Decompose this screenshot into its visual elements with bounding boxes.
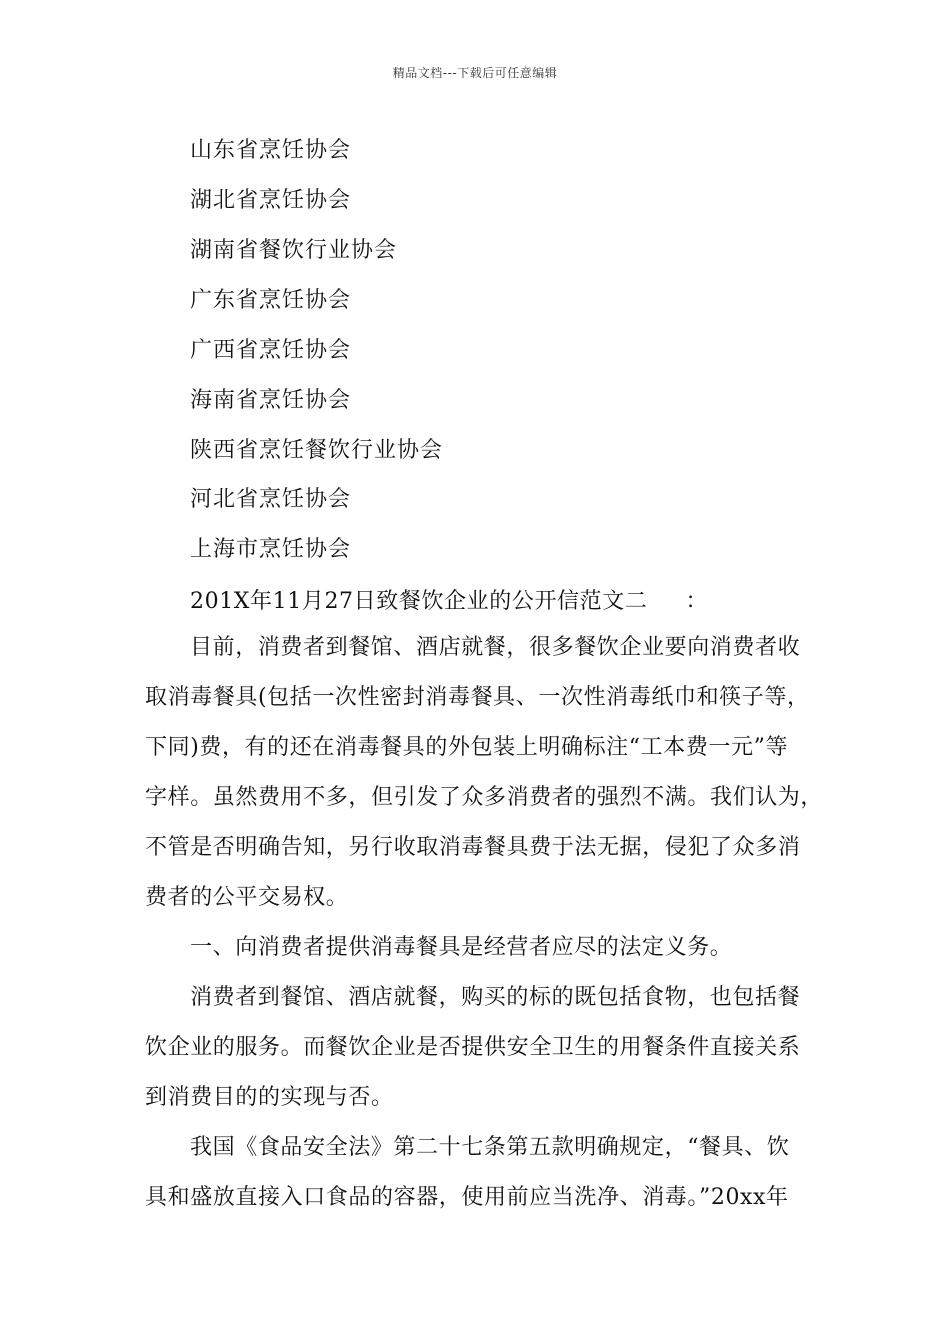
org-line: 山东省烹饪协会 xyxy=(190,138,352,163)
text-line: 下同)费，有的还在消毒餐具的外包装上明确标注“工本费一元”等 xyxy=(145,735,789,760)
org-line: 海南省烹饪协会 xyxy=(190,388,352,413)
paragraph-2 xyxy=(145,923,813,973)
text-line: 消费者到餐馆、酒店就餐，购买的标的既包括食物，也包括餐 xyxy=(190,985,801,1010)
text-line: 字样。虽然费用不多，但引发了众多消费者的强烈不满。我们认为， xyxy=(145,785,824,810)
org-line: 广东省烹饪协会 xyxy=(190,288,352,313)
org-line: 上海市烹饪协会 xyxy=(190,537,352,562)
letter-title-colon: ： xyxy=(685,589,709,614)
letter-title xyxy=(190,588,708,616)
org-line: 湖北省烹饪协会 xyxy=(190,188,352,213)
letter-title-text: 201X年11月27日致餐饮企业的公开信范文二 xyxy=(190,589,648,614)
text-line: 具和盛放直接入口食品的容器，使用前应当洗净、消毒。”20xx年 xyxy=(145,1185,789,1210)
paragraph-4 xyxy=(145,1123,813,1223)
paragraph-1 xyxy=(145,623,824,923)
org-line: 湖南省餐饮行业协会 xyxy=(190,238,398,263)
org-line: 河北省烹饪协会 xyxy=(190,487,352,512)
section-heading: 一、向消费者提供消毒餐具是经营者应尽的法定义务。 xyxy=(190,935,733,960)
text-line: 费者的公平交易权。 xyxy=(145,885,349,910)
org-line: 陕西省烹饪餐饮行业协会 xyxy=(190,438,444,463)
text-line: 取消毒餐具(包括一次性密封消毒餐具、一次性消毒纸巾和筷子等， xyxy=(145,685,810,710)
text-line: 我国《食品安全法》第二十七条第五款明确规定，“餐具、饮 xyxy=(190,1135,790,1160)
org-line: 广西省烹饪协会 xyxy=(190,338,352,363)
text-line: 饮企业的服务。而餐饮企业是否提供安全卫生的用餐条件直接关系 xyxy=(145,1035,801,1060)
text-line: 目前，消费者到餐馆、酒店就餐，很多餐饮企业要向消费者收 xyxy=(190,635,801,660)
text-line: 到消费目的的实现与否。 xyxy=(145,1085,394,1110)
page-header: 精品文档---下载后可任意编辑 xyxy=(392,66,558,80)
paragraph-3 xyxy=(145,973,813,1123)
text-line: 不管是否明确告知，另行收取消毒餐具费于法无据，侵犯了众多消 xyxy=(145,835,801,860)
